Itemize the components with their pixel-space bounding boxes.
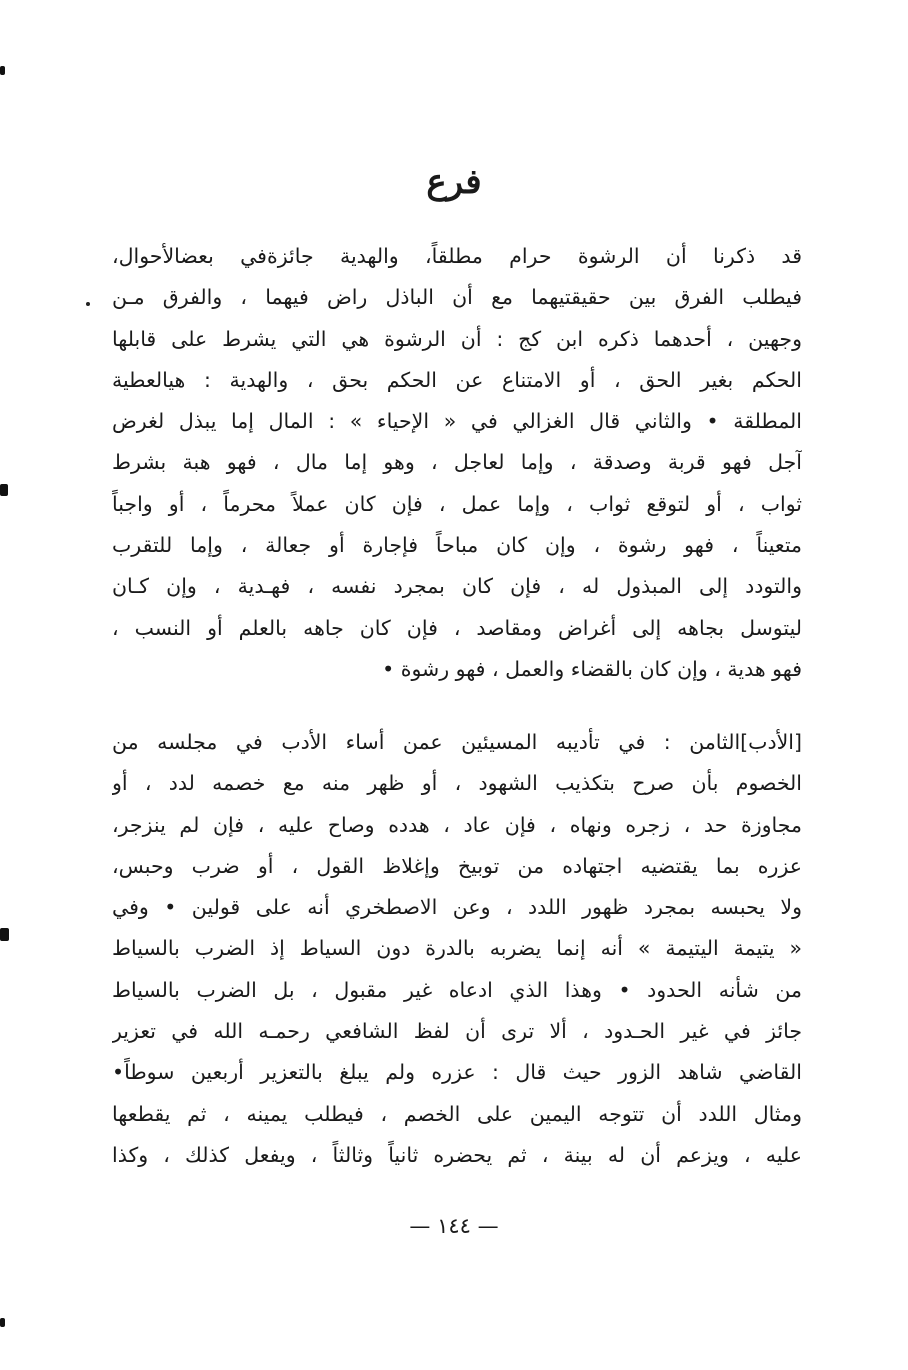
text-line: قد ذكرنا أن الرشوة حرام مطلقاً، والهدية جائزةفي بعضالأحوال، [112, 244, 802, 268]
text-line: [الأدب]الثامن : في تأديبه المسيئين عمن أساء الأدب في مجلسه من [112, 730, 802, 754]
text-line: عليه ، ويزعم أن له بينة ، ثم يحضره ثانياً وثالثاً ، ويفعل كذلك ، وكذا [112, 1142, 802, 1167]
text-line: « يتيمة اليتيمة » أنه إنما يضربه بالدرة دون السياط إذ الضرب بالسياط [112, 936, 802, 961]
scan-margin-mark [0, 1318, 5, 1327]
text-line: آجل فهو قربة وصدقة ، وإما لعاجل ، وهو إما مال ، فهو هبة بشرط [112, 450, 802, 475]
text-line: جائز في غير الحـدود ، ألا ترى أن لفظ الشافعي رحمـه الله في تعزير [112, 1019, 802, 1044]
text-line: ومثال اللدد أن تتوجه اليمين على الخصم ، فيطلب يمينه ، ثم يقطعها [112, 1101, 802, 1126]
scan-margin-mark [0, 928, 9, 941]
text-line: ليتوسل بجاهه إلى أغراض ومقاصد ، فإن كان جاهه بالعلم أو النسب ، [112, 615, 802, 640]
paragraph-eighth-etiquette [112, 722, 802, 1176]
text-line: ثواب ، أو لتوقع ثواب ، وإما عمل ، فإن كان عملاً محرماً ، أو واجباً [112, 491, 802, 516]
scan-margin-mark [0, 66, 5, 75]
text-line: الحكم بغير الحق ، أو الامتناع عن الحكم بحق ، والهدية : هيالعطية [112, 367, 802, 392]
page-number: — ١٤٤ — [409, 1214, 499, 1238]
text-line: المطلقة • والثاني قال الغزالي في « الإحياء » : المال إما يبذل لغرض [112, 409, 802, 434]
text-line: مجاوزة حد ، زجره ونهاه ، فإن عاد ، هدده وصاح عليه ، فإن لم ينزجر، [112, 812, 802, 837]
text-line: من شأنه الحدود • وهذا الذي ادعاه غير مقبول ، بل الضرب بالسياط [112, 977, 802, 1002]
scan-speck [86, 302, 90, 306]
text-line: متعيناً ، فهو رشوة ، وإن كان مباحاً فإجارة أو جعالة ، وإما للتقرب [112, 533, 802, 558]
text-line: القاضي شاهد الزور حيث قال : عزره ولم يبلغ بالتعزير أربعين سوطاً• [112, 1060, 802, 1085]
scan-margin-mark [0, 484, 8, 496]
text-line: الخصوم بأن صرح بتكذيب الشهود ، أو ظهر منه مع خصمه لدد ، أو [112, 771, 802, 796]
text-line: والتودد إلى المبذول له ، فإن كان بمجرد نفسه ، فهـدية ، وإن كـان [112, 574, 802, 599]
text-line: وجهين ، أحدهما ذكره ابن كج : أن الرشوة هي التي يشرط على قابلها [112, 326, 802, 351]
text-line: ولا يحبسه بمجرد ظهور اللدد ، وعن الاصطخري أنه على قولين • وفي [112, 895, 802, 920]
section-heading: فرع [426, 162, 482, 202]
text-line: فيطلب الفرق بين حقيقتيهما مع أن الباذل راض فيهما ، والفرق مـن [112, 285, 802, 310]
paragraph-bribery-gift [112, 236, 802, 690]
text-line: فهو هدية ، وإن كان بالقضاء والعمل ، فهو رشوة • [382, 656, 802, 681]
text-line: عزره بما يقتضيه اجتهاده من توبيخ وإغلاظ القول ، أو ضرب وحبس، [112, 853, 802, 878]
